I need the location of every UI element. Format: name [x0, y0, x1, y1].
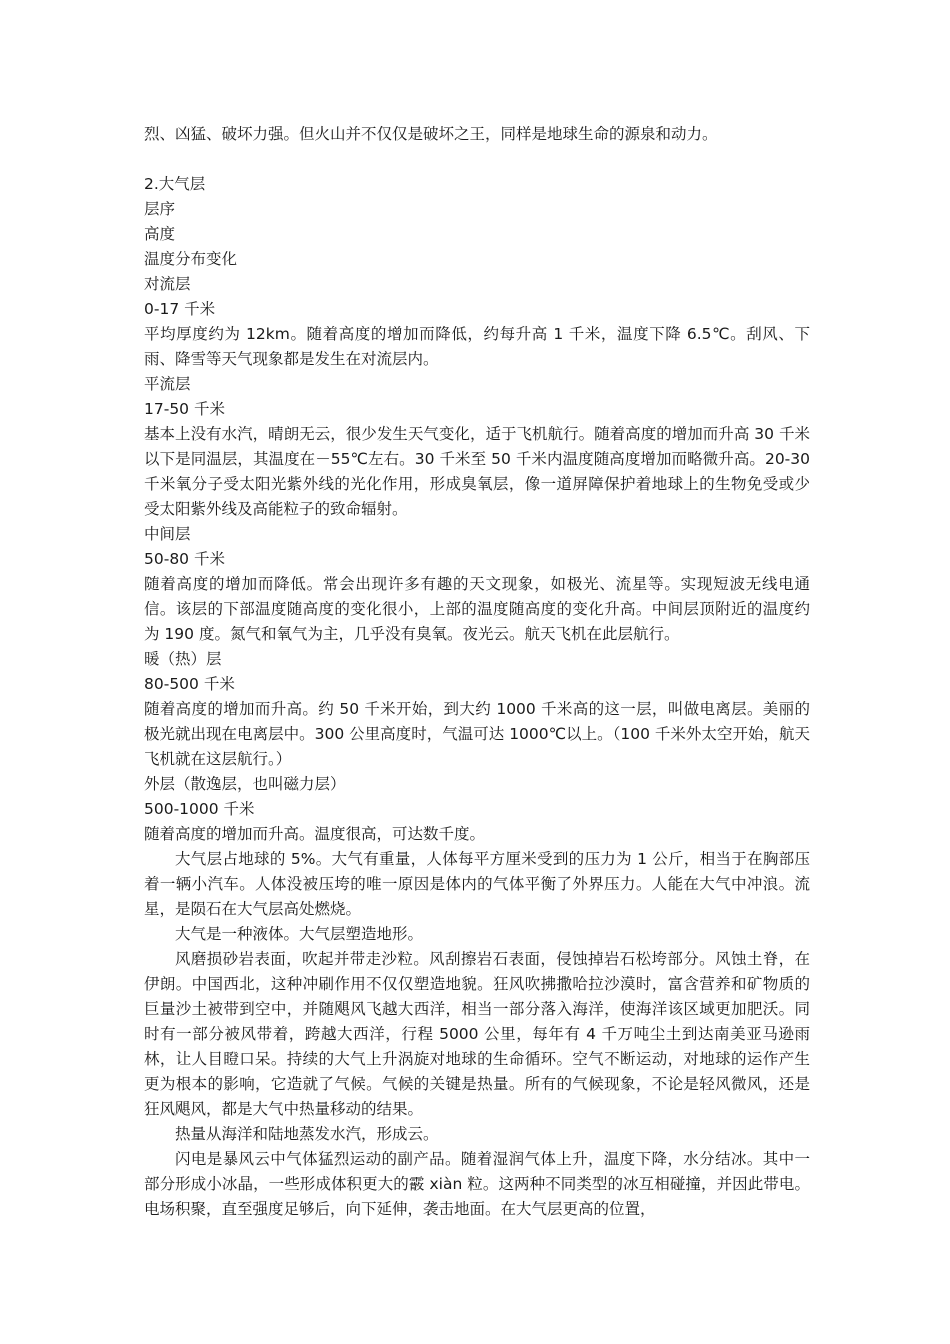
layer-height: 0-17 千米 — [144, 300, 216, 318]
layer-description: 基本上没有水汽，晴朗无云，很少发生天气变化，适于飞机航行。随着高度的增加而升高 30 千米以下是同温层，其温度在－55℃左右。30 千米至 50 千米内温度随高度增加而略微升高。20-30 千米氧分子受太阳光紫外线的光化作用，形成臭氧层，像一道屏障保护着地球上的生物免受或少受太阳紫外线及高能粒子的致命辐射。 — [144, 425, 810, 518]
body-paragraph: 大气是一种液体。大气层塑造地形。 — [175, 925, 424, 943]
body-paragraph: 大气层占地球的 5%。大气有重量，人体每平方厘米受到的压力为 1 公斤，相当于在胸部压着一辆小汽车。人体没被压垮的唯一原因是体内的气体平衡了外界压力。人能在大气中冲浪。流星，是陨石在大气层高处燃烧。 — [144, 850, 810, 918]
body-paragraph: 热量从海洋和陆地蒸发水汽，形成云。 — [175, 1125, 439, 1143]
layer-height: 80-500 千米 — [144, 675, 235, 693]
table-header-height: 高度 — [144, 225, 176, 243]
body-paragraph: 风磨损砂岩表面，吹起并带走沙粒。风刮擦岩石表面，侵蚀掉岩石松垮部分。风蚀土脊，在伊朗。中国西北，这种冲刷作用不仅仅塑造地貌。狂风吹拂撒哈拉沙漠时，富含营养和矿物质的巨量沙土被带到空中，并随飓风飞越大西洋，相当一部分落入海洋，使海洋该区域更加肥沃。同时有一部分被风带着，跨越大西洋，行程 5000 公里，每年有 4 千万吨尘土到达南美亚马逊雨林，让人目瞪口呆。持续的大气上升涡旋对地球的生命循环。空气不断运动，对地球的运作产生更为根本的影响，它造就了气候。气候的关键是热量。所有的气候现象，不论是轻风微风，还是狂风飓风，都是大气中热量移动的结果。 — [144, 950, 810, 1118]
layer-name: 对流层 — [144, 275, 191, 293]
document-body — [144, 122, 810, 1222]
body-paragraph: 闪电是暴风云中气体猛烈运动的副产品。随着湿润气体上升，温度下降，水分结冰。其中一部分形成小冰晶，一些形成体积更大的霰 xiàn 粒。这两种不同类型的冰互相碰撞，并因此带电。电场积聚，直至强度足够后，向下延伸，袭击地面。在大气层更高的位置， — [144, 1150, 810, 1218]
intro-tail-paragraph: 烈、凶猛、破坏力强。但火山并不仅仅是破坏之王，同样是地球生命的源泉和动力。 — [144, 125, 718, 143]
layer-description: 随着高度的增加而升高。约 50 千米开始，到大约 1000 千米高的这一层，叫做电离层。美丽的极光就出现在电离层中。300 公里高度时，气温可达 1000℃以上。（100 千米外太空开始，航天飞机就在这层航行。） — [144, 700, 810, 768]
layer-height: 17-50 千米 — [144, 400, 225, 418]
layer-name: 暖（热）层 — [144, 650, 222, 668]
layer-description: 随着高度的增加而升高。温度很高，可达数千度。 — [144, 825, 486, 843]
layer-name: 平流层 — [144, 375, 191, 393]
blank-line — [144, 147, 810, 172]
table-header-temperature: 温度分布变化 — [144, 250, 238, 268]
layer-description: 平均厚度约为 12km。随着高度的增加而降低，约每升高 1 千米，温度下降 6.5℃。刮风、下雨、降雪等天气现象都是发生在对流层内。 — [144, 325, 810, 368]
layer-height: 500-1000 千米 — [144, 800, 255, 818]
layer-name: 外层（散逸层，也叫磁力层） — [144, 775, 346, 793]
layer-description: 随着高度的增加而降低。常会出现许多有趣的天文现象，如极光、流星等。实现短波无线电通信。该层的下部温度随高度的变化很小，上部的温度随高度的变化升高。中间层顶附近的温度约为 190 度。氮气和氧气为主，几乎没有臭氧。夜光云。航天飞机在此层航行。 — [144, 575, 810, 643]
layer-height: 50-80 千米 — [144, 550, 225, 568]
table-header-order: 层序 — [144, 200, 176, 218]
section-title: 2.大气层 — [144, 175, 206, 193]
layer-name: 中间层 — [144, 525, 191, 543]
